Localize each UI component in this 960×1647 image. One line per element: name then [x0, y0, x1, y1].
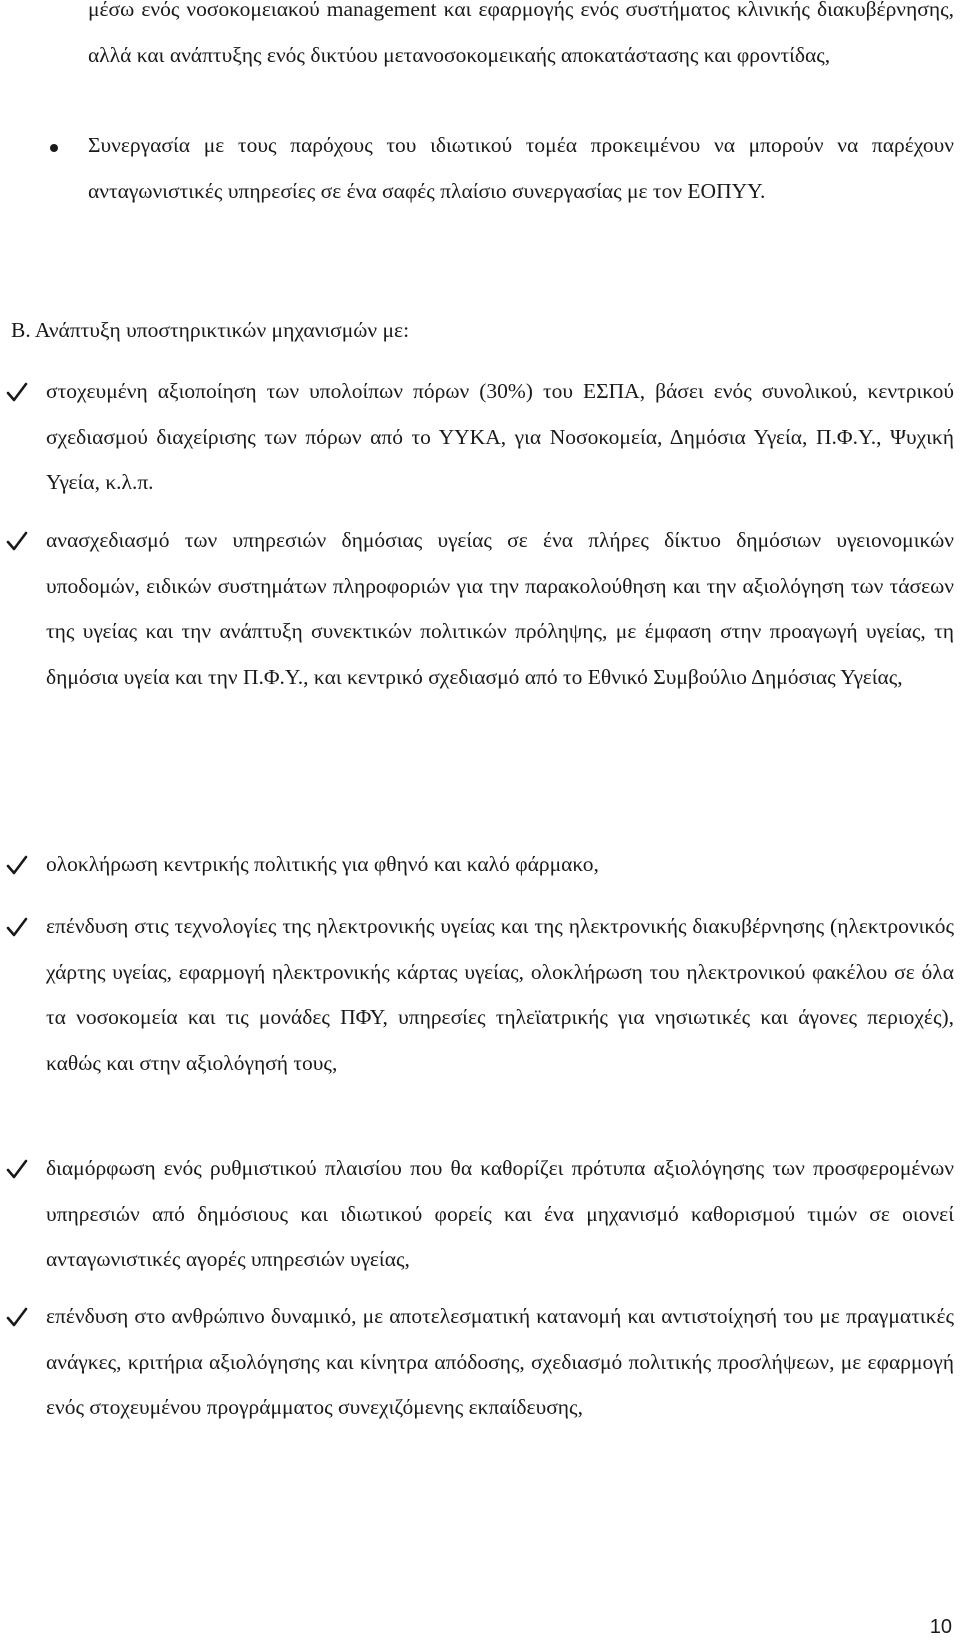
checklist-item-text: ανασχεδιασμό των υπηρεσιών δημόσιας υγείας σε ένα πλήρες δίκτυο δημόσιων υγειονομικών υποδομών, ειδικών συστημάτων πληροφοριών για την παρακολούθηση και την αξιολόγηση των τάσεων της υγείας και την ανάπτυξη συνεκτικών πολιτικών πρόληψης, με έμφαση στην προαγωγή υγείας, τη δημόσια υγεία και την Π.Φ.Υ., και κεντρικό σχεδιασμό από το Εθνικό Συμβούλιο Δημόσιας Υγείας, [46, 528, 954, 689]
continuation-paragraph: μέσω ενός νοσοκομειακού management και εφαρμογής ενός συστήματος κλινικής διακυβέρνησης, αλλά και ανάπτυξης ενός δικτύου μετανοσοκομεικαής αποκατάστασης και φροντίδας, [88, 0, 954, 67]
page-number: 10 [929, 1616, 952, 1638]
checklist-item-text: στοχευμένη αξιοποίηση των υπολοίπων πόρων (30%) του ΕΣΠΑ, βάσει ενός συνολικού, κεντρικού σχεδιασμού διαχείρισης των πόρων από το ΥΥΚΑ, για Νοσοκομεία, Δημόσια Υγεία, Π.Φ.Υ., Ψυχική Υγεία, κ.λ.π. [46, 379, 954, 494]
checkmark-icon [6, 381, 28, 403]
checklist-item-text: επένδυση στο ανθρώπινο δυναμικό, με αποτελεσματική κατανομή και αντιστοίχησή του με πραγματικές ανάγκες, κριτήρια αξιολόγησης και κίνητρα απόδοσης, σχεδιασμό πολιτικής προσλήψεων, με εφαρμογή ενός στοχευμένου προγράμματος συνεχιζόμενης εκπαίδευσης, [46, 1304, 954, 1419]
checkmark-icon [6, 1158, 28, 1180]
checkmark-icon [6, 530, 28, 552]
checklist-item-text: επένδυση στις τεχνολογίες της ηλεκτρονικής υγείας και της ηλεκτρονικής διακυβέρνησης (ηλεκτρονικός χάρτης υγείας, εφαρμογή ηλεκτρονικής κάρτας υγείας, ολοκλήρωση του ηλεκτρονικού φακέλου σε όλα τα νοσοκομεία και τις μονάδες ΠΦΥ, υπηρεσίες τηλεϊατρικής για νησιωτικές και άγονες περιοχές), καθώς και στην αξιολόγησή τους, [46, 914, 954, 1075]
bullet-dot-icon [50, 144, 58, 152]
bullet-text: Συνεργασία με τους παρόχους του ιδιωτικού τομέα προκειμένου να μπορούν να παρέχουν ανταγωνιστικές υπηρεσίες σε ένα σαφές πλαίσιο συνεργασίας με τον ΕΟΠΥΥ. [88, 133, 954, 203]
checklist-item-text: διαμόρφωση ενός ρυθμιστικού πλαισίου που θα καθορίζει πρότυπα αξιολόγησης των προσφερομένων υπηρεσιών από δημόσιους και ιδιωτικού φορείς και ένα μηχανισμό καθορισμού τιμών σε οιονεί ανταγωνιστικές αγορές υπηρεσιών υγείας, [46, 1156, 954, 1271]
checklist-item-text: ολοκλήρωση κεντρικής πολιτικής για φθηνό και καλό φάρμακο, [46, 852, 599, 876]
checkmark-icon [6, 916, 28, 938]
section-heading: Β. Ανάπτυξη υποστηρικτικών μηχανισμών με: [11, 318, 410, 342]
checkmark-icon [6, 1306, 28, 1328]
checkmark-icon [6, 854, 28, 876]
